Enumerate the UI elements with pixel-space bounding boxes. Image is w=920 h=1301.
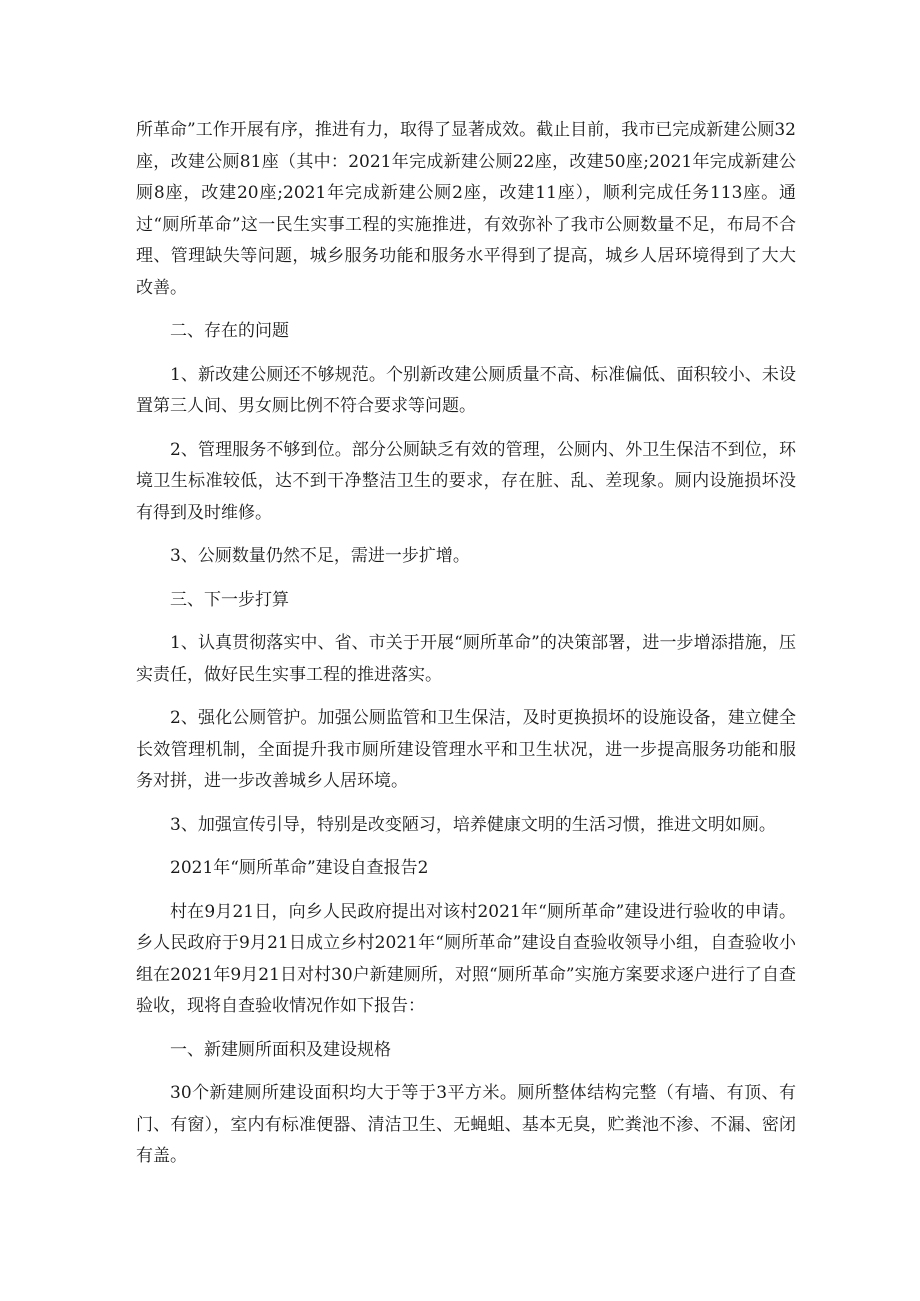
paragraph-continuation: 所革命”工作开展有序，推进有力，取得了显著成效。截止目前，我市已完成新建公厕32座，改建公厕81座（其中：2021年完成新建公厕22座，改建50座;2021年完成新建公厕8座，改建20座;2021年完成新建公厕2座，改建11座），顺利完成任务113座。通过“厕所革命”这一民生实事工程的实施推进，有效弥补了我市公厕数量不足，布局不合理、管理缺失等问题，城乡服务功能和服务水平得到了提高，城乡人居环境得到了大大改善。 [136, 120, 796, 298]
paragraph-plan-2: 2、强化公厕管护。加强公厕监管和卫生保洁，及时更换损坏的设施设备，建立健全长效管理机制，全面提升我市厕所建设管理水平和卫生状况，进一步提高服务功能和服务对拼，进一步改善城乡人居环境。 [136, 708, 796, 791]
paragraph-plan-1: 1、认真贯彻落实中、省、市关于开展“厕所革命”的决策部署，进一步增添措施，压实责任，做好民生实事工程的推进落实。 [136, 633, 796, 685]
report-2-title: 2021年“厕所革命”建设自查报告2 [170, 858, 429, 878]
paragraph-plan-3: 3、加强宣传引导，特别是改变陋习，培养健康文明的生活习惯，推进文明如厕。 [170, 814, 776, 835]
document-body [136, 115, 796, 1185]
section-heading-next-steps: 三、下一步打算 [170, 589, 289, 610]
section-heading-problems: 二、存在的问题 [170, 321, 289, 341]
paragraph-problem-1: 1、新改建公厕还不够规范。个别新改建公厕质量不高、标准偏低、面积较小、未设置第三人间、男女厕比例不符合要求等问题。 [136, 364, 796, 416]
paragraph-area-spec: 30个新建厕所建设面积均大于等于3平方米。厕所整体结构完整（有墙、有顶、有门、有窗），室内有标准便器、清洁卫生、无蝇蛆、基本无臭，贮粪池不渗、不漏、密闭有盖。 [136, 1083, 796, 1166]
paragraph-problem-3: 3、公厕数量仍然不足，需进一步扩增。 [170, 546, 470, 566]
section-heading-area-spec: 一、新建厕所面积及建设规格 [170, 1039, 391, 1060]
paragraph-problem-2: 2、管理服务不够到位。部分公厕缺乏有效的管理，公厕内、外卫生保洁不到位，环境卫生标准较低，达不到干净整洁卫生的要求，存在脏、乱、差现象。厕内设施损坏没有得到及时维修。 [136, 439, 796, 523]
paragraph-report-2-intro: 村在9月21日，向乡人民政府提出对该村2021年“厕所革命”建设进行验收的申请。乡人民政府于9月21日成立乡村2021年“厕所革命”建设自查验收领导小组，自查验收小组在2021年9月21日对村30户新建厕所，对照“厕所革命”实施方案要求逐户进行了自查验收，现将自查验收情况作如下报告： [136, 901, 796, 1016]
